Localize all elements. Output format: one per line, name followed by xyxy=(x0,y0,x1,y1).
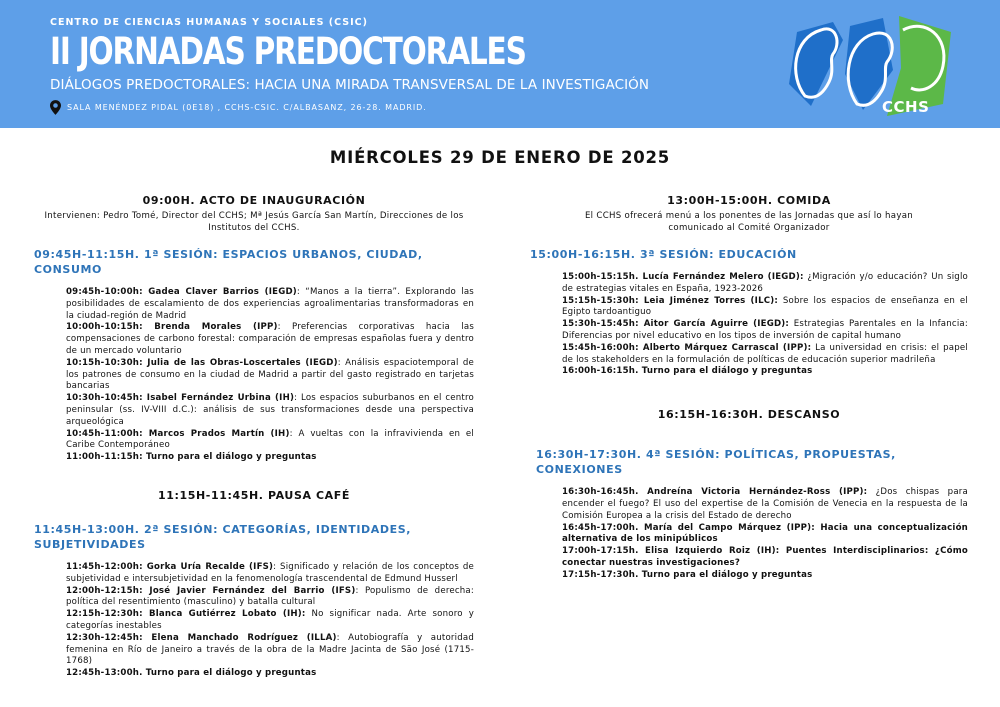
lunch-heading: 13:00H-15:00H. COMIDA xyxy=(667,194,831,207)
event-subtitle: DIÁLOGOS PREDOCTORALES: HACIA UNA MIRADA TRANSVERSAL DE LA INVESTIGACIÓN xyxy=(50,77,650,93)
program-date: MIÉRCOLES 29 DE ENERO DE 2025 xyxy=(329,148,671,167)
venue-line xyxy=(50,100,427,115)
session-3-items xyxy=(530,272,968,378)
location-pin-icon xyxy=(50,100,61,115)
session-1-title: 09:45H-11:15H. 1ª SESIÓN: ESPACIOS URBANOS, CIUDAD, CONSUMO xyxy=(34,248,423,276)
cchs-logo xyxy=(775,10,955,122)
session-item: 17:00h-17:15h. Elisa Izquierdo Roiz (IH): Puentes Interdisciplinarios: ¿Cómo conectar nuestras investigaciones? xyxy=(562,546,968,568)
session-item: 16:45h-17:00h. María del Campo Márquez (IPP): Hacia una conceptualización alternativa de los minipúblicos xyxy=(562,522,968,545)
rest-break-heading: 16:15H-16:30H. DESCANSO xyxy=(657,408,841,422)
coffee-break-heading: 11:15H-11:45H. PAUSA CAFÉ xyxy=(157,488,351,502)
session-item: 16:30h-16:45h. Andreína Victoria Hernández-Ross (IPP): ¿Dos chispas para encender el fuego? El uso del expertise de la Comisión de Venecia en la respuesta de la Comisión Europea a la crisis del Estado de derecho xyxy=(562,487,968,521)
opening-text: Intervienen: Pedro Tomé, Director del CCHS; Mª Jesús García San Martín, Direcciones de los Institutos del CCHS. xyxy=(44,211,464,233)
session-item: 11:45h-12:00h: Gorka Uría Recalde (IFS): Significado y relación de los conceptos de subjetividad e intersubjetividad en la fenomenología trascendental de Edmund Husserl xyxy=(66,561,474,584)
session-2-items xyxy=(34,562,474,680)
session-1-items xyxy=(34,287,474,464)
session-item: 17:15h-17:30h. Turno para el diálogo y preguntas xyxy=(562,569,813,580)
left-column xyxy=(34,194,474,680)
session-item: 15:45h-16:00h: Alberto Márquez Carrascal (IPP): La universidad en crisis: el papel de los stakeholders en la formulación de políticas de educación superior madrileña xyxy=(562,342,968,365)
session-item: 15:00h-15:15h. Lucía Fernández Melero (IEGD): ¿Migración y/o educación? Un siglo de estrategias vitales en España, 1923-2026 xyxy=(562,272,968,294)
session-item: 12:00h-12:15h: José Javier Fernández del Barrio (IFS): Populismo de derecha: política del resentimiento (masculino) y batalla cultural xyxy=(66,585,474,608)
session-item: 09:45h-10:00h: Gadea Claver Barrios (IEGD): “Manos a la tierra”. Explorando las posibilidades de escalamiento de dos experiencias agroalimentarias transformadoras en la ciudad-región de Madrid xyxy=(66,287,474,321)
opening-heading: 09:00H. ACTO DE INAUGURACIÓN xyxy=(142,194,366,207)
session-2-title: 11:45H-13:00H. 2ª SESIÓN: CATEGORÍAS, IDENTIDADES, SUBJETIVIDADES xyxy=(34,522,412,551)
session-item: 10:45h-11:00h: Marcos Prados Martín (IH): A vueltas con la infravivienda en el Caribe Contemporáneo xyxy=(66,428,474,451)
session-item: 15:30h-15:45h: Aitor García Aguirre (IEGD): Estrategias Parentales en la Infancia: Diferencias por nivel educativo en los tipos de inversión de capital humano xyxy=(562,319,968,341)
header-banner xyxy=(0,0,1000,128)
logo-text: CCHS xyxy=(882,98,930,116)
session-item: 10:00h-10:15h: Brenda Morales (IPP): Preferencias corporativas hacia las compensaciones de carbono forestal: comparación de empresas españolas fuera y dentro de un mercado voluntario xyxy=(66,322,474,356)
session-3-title: 15:00H-16:15H. 3ª SESIÓN: EDUCACIÓN xyxy=(530,248,797,261)
session-item: 12:45h-13:00h. Turno para el diálogo y preguntas xyxy=(66,668,317,679)
event-title: II JORNADAS PREDOCTORALES xyxy=(50,30,526,73)
session-item: 16:00h-16:15h. Turno para el diálogo y preguntas xyxy=(562,366,813,377)
session-item: 10:15h-10:30h: Julia de las Obras-Loscertales (IEGD): Análisis espaciotemporal de los patrones de consumo en la ciudad de Madrid a partir del gasto registrado en tarjetas bancarias xyxy=(66,357,474,392)
right-column xyxy=(530,194,968,582)
session-item: 12:15h-12:30h: Blanca Gutiérrez Lobato (IH): No significar nada. Arte sonoro y categorías inestables xyxy=(66,609,474,631)
session-item: 12:30h-12:45h: Elena Manchado Rodríguez (ILLA): Autobiografía y autoridad femenina en Río de Janeiro a través de la obra de la Madre Jacinta de São José (1715-1768) xyxy=(66,632,474,667)
session-item: 11:00h-11:15h: Turno para el diálogo y preguntas xyxy=(66,452,317,463)
session-item: 15:15h-15:30h: Leia Jiménez Torres (ILC): Sobre los espacios de enseñanza en el Egipto tardoantiguo xyxy=(562,295,968,318)
session-4-items xyxy=(530,487,968,581)
session-4-title: 16:30H-17:30H. 4ª SESIÓN: POLÍTICAS, PROPUESTAS, CONEXIONES xyxy=(536,448,896,477)
venue-text: SALA MENÉNDEZ PIDAL (0E18) , CCHS-CSIC. C/ALBASANZ, 26-28. MADRID. xyxy=(67,103,427,112)
institution-name: CENTRO DE CIENCIAS HUMANAS Y SOCIALES (CSIC) xyxy=(50,17,368,28)
lunch-text: El CCHS ofrecerá menú a los ponentes de las Jornadas que así lo hayan comunicado al Comité Organizador xyxy=(584,211,914,233)
session-item: 10:30h-10:45h: Isabel Fernández Urbina (IH): Los espacios suburbanos en el centro peninsular (ss. IV-VIII d.C.): análisis de sus transformaciones desde una perspectiva arqueológica xyxy=(66,393,474,427)
